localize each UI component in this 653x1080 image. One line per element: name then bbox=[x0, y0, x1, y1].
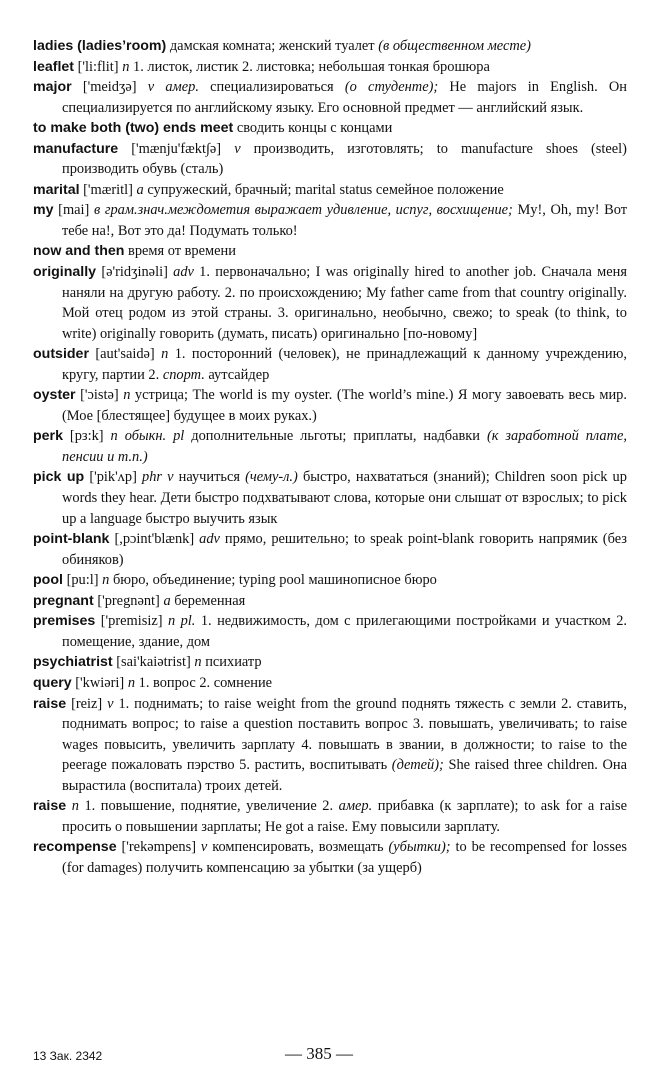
translation: бюро, объединение; typing pool машинописное бюро bbox=[112, 572, 437, 589]
translation: время от времени bbox=[128, 243, 236, 260]
usage-note: (чему-л.) bbox=[245, 469, 298, 486]
example: She raised three children. Она вырастила (воспитала) троих детей. bbox=[62, 757, 627, 794]
grammar-label: v bbox=[107, 695, 114, 712]
translation: 1. повышение, поднятие, увеличение 2. bbox=[84, 798, 334, 815]
pronunciation: [reiz] bbox=[71, 695, 103, 712]
translation: дамская комната; женский туалет bbox=[169, 38, 375, 54]
usage-note: (детей); bbox=[391, 757, 444, 774]
grammar-label: v bbox=[200, 839, 208, 856]
headword: oyster bbox=[33, 387, 76, 404]
grammar-label: n bbox=[127, 674, 136, 691]
grammar-label: phr v bbox=[142, 469, 174, 486]
entry bbox=[33, 652, 627, 673]
page-number: — 385 — bbox=[285, 1044, 353, 1063]
grammar-label: a bbox=[136, 181, 144, 198]
translation: супружеский, брачный; marital status семейное положение bbox=[147, 181, 504, 198]
translation: 1. недвижимость, дом с прилегающими постройками и участком 2. помещение, здание, дом bbox=[62, 613, 627, 650]
grammar-label: adv bbox=[173, 264, 194, 281]
headword: originally bbox=[33, 264, 97, 281]
translation: прямо, решительно; to speak point-blank говорить напрямик (без обиняков) bbox=[62, 531, 627, 568]
headword: raise bbox=[33, 798, 67, 815]
headword: raise bbox=[33, 695, 67, 712]
translation: 1. посторонний (человек), не принадлежащий к данному учреждению, кругу, партии 2. bbox=[62, 346, 627, 383]
translation: беременная bbox=[174, 592, 246, 609]
example: прибавка (к зарплате); to ask for a raise просить о повышении зарплаты; He got a raise. Ему повысили зарплату. bbox=[62, 798, 627, 835]
headword: now and then bbox=[33, 243, 125, 260]
headword: major bbox=[33, 79, 72, 96]
entry bbox=[33, 344, 627, 385]
headword: query bbox=[33, 674, 72, 691]
grammar-label: v bbox=[234, 140, 241, 157]
pronunciation: [pu:l] bbox=[66, 572, 99, 589]
grammar-label: n bbox=[102, 572, 110, 589]
entry bbox=[33, 611, 627, 652]
translation: специализироваться bbox=[210, 79, 334, 96]
usage-note: (убытки); bbox=[388, 839, 451, 856]
headword: to make both (two) ends meet bbox=[33, 120, 234, 137]
entry bbox=[33, 467, 627, 529]
entry-list bbox=[33, 36, 627, 878]
translation: My!, Oh, my! Вот тебе на!, Вот это да! Подумать только! bbox=[62, 202, 628, 239]
translation: научиться bbox=[178, 469, 240, 486]
grammar-label: a bbox=[163, 592, 171, 609]
pronunciation: ['meidʒə] bbox=[82, 79, 137, 96]
grammar-label: n pl. bbox=[167, 613, 196, 630]
entry bbox=[33, 262, 627, 344]
pronunciation: [sai'kaiətrist] bbox=[116, 654, 191, 671]
entry bbox=[33, 796, 627, 837]
translation: сводить концы с концами bbox=[236, 120, 393, 137]
entry bbox=[33, 694, 627, 797]
entry bbox=[33, 200, 627, 241]
headword: perk bbox=[33, 428, 63, 445]
example: аутсайдер bbox=[208, 366, 270, 383]
entry bbox=[33, 385, 627, 426]
translation: компенсировать, возмещать bbox=[212, 839, 384, 856]
pronunciation: ['rekəmpens] bbox=[121, 839, 197, 856]
grammar-label: adv bbox=[199, 531, 220, 548]
grammar-label: n обыкн. pl bbox=[110, 428, 185, 445]
grammar-label: v амер. bbox=[147, 79, 199, 96]
print-signature: 13 Зак. 2342 bbox=[33, 1049, 103, 1063]
usage-note: (о студенте); bbox=[344, 79, 439, 96]
headword: marital bbox=[33, 181, 80, 198]
entry bbox=[33, 570, 627, 591]
pronunciation: [ə'ridʒinəli] bbox=[101, 264, 168, 281]
entry bbox=[33, 57, 627, 78]
translation: 1. поднимать; to raise weight from the ground поднять тяжесть с земли 2. ставить, поднимать вопрос; to raise a question поставить вопрос 3. повышать, увеличивать; to raise wages повысить, увеличить зарплату 4. повышать в звании, в должности; to raise to the peerage пожаловать пэрство 5. растить, воспитывать bbox=[62, 695, 627, 774]
grammar-label: n bbox=[71, 798, 79, 815]
example: to be recompensed for losses (for damages) получить компенсацию за убытки (за ущерб) bbox=[62, 839, 627, 876]
pronunciation: ['mæritl] bbox=[83, 181, 133, 198]
grammar-label: n bbox=[161, 346, 169, 363]
translation: производить, изготовлять; to manufacture shoes (steel) производить обувь (сталь) bbox=[62, 140, 627, 178]
grammar-label: n bbox=[194, 654, 202, 671]
entry bbox=[33, 673, 627, 694]
entry bbox=[33, 591, 627, 612]
translation: 1. вопрос 2. сомнение bbox=[138, 674, 273, 691]
pronunciation: ['ɔistə] bbox=[80, 387, 119, 404]
grammar-label: n bbox=[123, 387, 131, 404]
headword: premises bbox=[33, 613, 96, 630]
entry bbox=[33, 118, 627, 139]
headword: psychiatrist bbox=[33, 654, 113, 671]
translation: 1. первоначально; I was originally hired to another job. Сначала меня наняли на другую работу. 2. по происхождению; My father came from that country originally. Мой отец родом из этой страны. 3. оригинально, необычно, свежо; to speak (to think, to write) originally говорить (думать, писать) оригинально [по-новому] bbox=[62, 264, 627, 342]
pronunciation: [,pɔint'blænk] bbox=[114, 531, 195, 548]
headword: my bbox=[33, 202, 54, 219]
entry bbox=[33, 426, 627, 467]
entry bbox=[33, 77, 627, 118]
pronunciation: ['li:flit] bbox=[77, 58, 119, 75]
example: He majors in English. Он специализируется по английскому языку. Его основной предмет — английский язык. bbox=[62, 79, 627, 116]
headword: outsider bbox=[33, 346, 89, 363]
grammar-label: n bbox=[122, 58, 130, 75]
pronunciation: ['pregnənt] bbox=[97, 592, 160, 609]
usage-note: амер. bbox=[338, 798, 373, 815]
pronunciation: [mai] bbox=[58, 202, 90, 219]
translation: 1. листок, листик 2. листовка; небольшая тонкая брошюра bbox=[133, 58, 490, 75]
pronunciation: ['kwiəri] bbox=[75, 674, 125, 691]
usage-note: спорт. bbox=[162, 366, 205, 383]
headword: recompense bbox=[33, 839, 117, 856]
pronunciation: ['mænju'fækt∫ə] bbox=[131, 140, 222, 157]
pronunciation: ['premisiz] bbox=[100, 613, 163, 630]
entry bbox=[33, 241, 627, 262]
entry bbox=[33, 180, 627, 201]
entry bbox=[33, 837, 627, 878]
headword: leaflet bbox=[33, 58, 75, 75]
headword: pregnant bbox=[33, 592, 94, 609]
entry bbox=[33, 36, 627, 57]
pronunciation: ['pik'ʌp] bbox=[89, 469, 137, 486]
usage-note: (в общественном месте) bbox=[378, 38, 531, 54]
headword: pool bbox=[33, 572, 63, 589]
translation: психиатр bbox=[205, 654, 262, 671]
pronunciation: [pз:k] bbox=[69, 428, 104, 445]
translation: устрица; The world is my oyster. (The world’s mine.) Я могу завоевать весь мир. (Мое [блестящее] будущее в моих руках.) bbox=[62, 387, 627, 424]
headword: manufacture bbox=[33, 140, 119, 157]
headword: ladies (ladies’room) bbox=[33, 38, 167, 54]
usage-note: (к заработной плате, пенсии и т.п.) bbox=[62, 428, 627, 465]
entry bbox=[33, 529, 627, 570]
pronunciation: [aut'saidə] bbox=[95, 346, 155, 363]
grammar-label: в грам.знач.междометия выражает удивление, испуг, восхищение; bbox=[93, 202, 513, 219]
headword: point-blank bbox=[33, 531, 110, 548]
translation: дополнительные льготы; приплаты, надбавки bbox=[191, 428, 480, 445]
headword: pick up bbox=[33, 469, 85, 486]
entry bbox=[33, 139, 627, 180]
example: быстро, нахвататься (знаний); Children soon pick up words they hear. Дети быстро подхватывают слова, которые они слышат от взрослых; to pick up a language быстро выучить язык bbox=[62, 469, 627, 527]
